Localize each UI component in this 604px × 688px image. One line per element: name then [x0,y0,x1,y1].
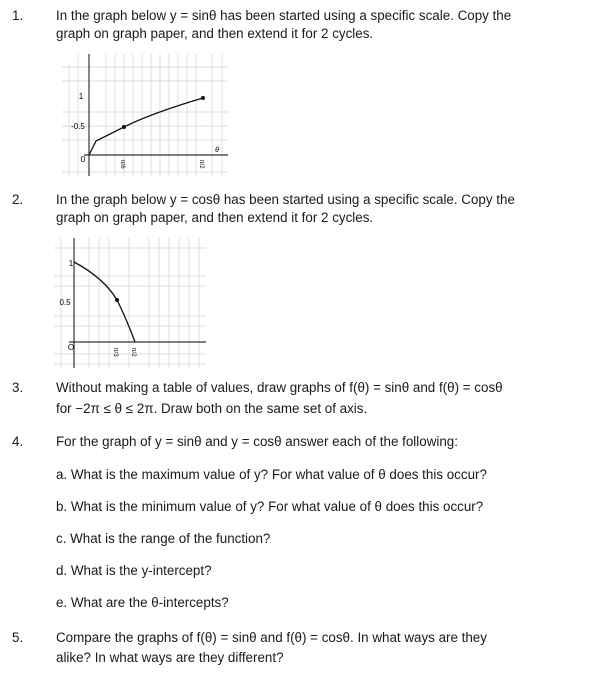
question-4-part-d: d. What is the y-intercept? [56,563,212,578]
cosine-tick-y-mid: 0.5 [59,298,71,307]
question-1-text-line-2: graph on graph paper, and then extend it for 2 cycles. [56,26,374,41]
sine-graph-gridlines [62,54,228,176]
question-1-text-line-1: In the graph below y = sinθ has been started using a specific scale. Copy the [56,8,512,23]
question-4-text-line-1: For the graph of y = sinθ and y = cosθ answer each of the following: [56,434,458,449]
question-2-text-line-1: In the graph below y = cosθ has been started using a specific scale. Copy the [56,192,515,207]
question-1-number: 1. [12,8,24,23]
question-4-part-e: e. What are the θ-intercepts? [56,595,229,610]
question-2-text-line-2: graph on graph paper, and then extend it for 2 cycles. [56,210,374,225]
cosine-tick-x1: π/3 [112,347,118,357]
sine-tick-x1: π/6 [119,159,125,169]
sine-point-pi-2 [201,96,205,100]
question-2-number: 2. [12,192,24,207]
cosine-tick-origin: O [67,343,75,352]
sine-point-pi-6 [122,125,126,129]
sine-graph [62,54,228,176]
sine-axis-label: θ [215,147,219,154]
question-4-part-c: c. What is the range of the function? [56,531,271,546]
question-5-number: 5. [12,630,24,645]
question-3-text-line-1: Without making a table of values, draw graphs of f(θ) = sinθ and f(θ) = cosθ [56,380,503,395]
cosine-graph-gridlines [54,238,206,368]
sine-tick-origin: 0 [80,155,86,164]
cosine-graph [54,238,206,368]
cosine-curve [74,262,135,342]
question-4-number: 4. [12,434,24,449]
question-4-part-a: a. What is the maximum value of y? For what value of θ does this occur? [56,467,487,482]
sine-tick-y-top: 1 [78,92,84,101]
cosine-tick-x2: π/2 [130,347,136,357]
cosine-tick-y-top: 1 [68,259,74,268]
sine-tick-x2: π/2 [198,159,204,169]
question-3-number: 3. [12,380,24,395]
question-4-part-b: b. What is the minimum value of y? For what value of θ does this occur? [56,499,484,514]
sine-tick-y-mid: -0.5 [71,122,85,131]
question-5-text-line-2: alike? In what ways are they different? [56,650,284,665]
question-5-text-line-1: Compare the graphs of f(θ) = sinθ and f(θ) = cosθ. In what ways are they [56,630,487,645]
cosine-point-pi-3 [115,298,119,302]
question-3-text-line-2: for −2π ≤ θ ≤ 2π. Draw both on the same set of axis. [56,401,368,416]
